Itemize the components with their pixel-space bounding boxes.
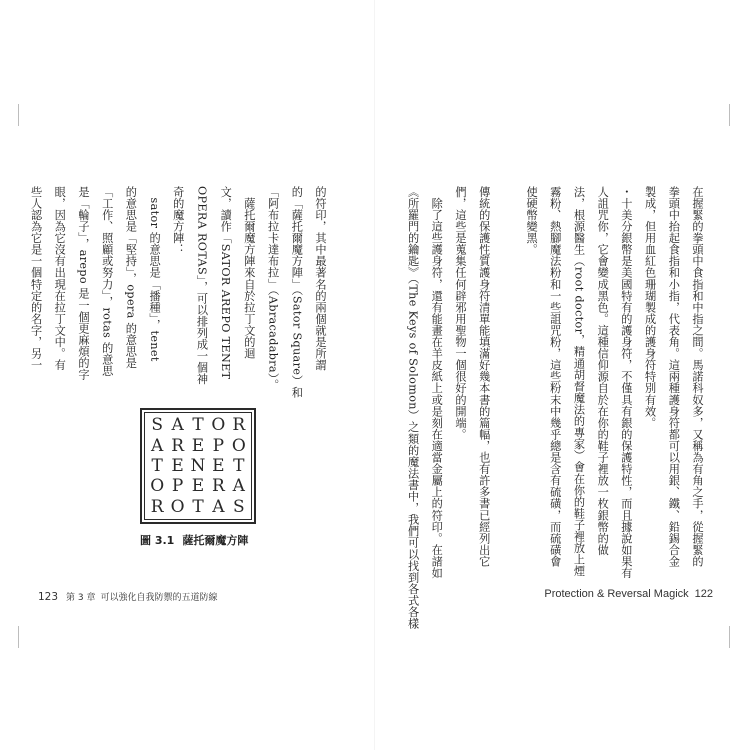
square-letter: T: [192, 496, 204, 517]
square-letter: R: [171, 435, 184, 456]
square-letter: R: [150, 496, 164, 517]
left-footer: [38, 590, 218, 603]
chapter-label: 第 3 章: [66, 593, 96, 603]
right-page: [375, 0, 750, 750]
square-letter: P: [212, 435, 225, 456]
square-letter: S: [232, 496, 245, 517]
square-letter: N: [190, 455, 206, 476]
square-letter: T: [233, 455, 245, 476]
figure-caption: [140, 532, 248, 548]
crop-mark: [18, 104, 19, 126]
square-letter: A: [171, 415, 184, 436]
square-letter: T: [151, 455, 163, 476]
right-body-text: 在握緊的拳頭中食指和中指之間。馬諾科奴多，又稱為有角之手，從握緊的 拳頭中抬起食指和小指，代表角。這兩種護身符都可以用銀、鐵、鉛錫合金 製成，但用血紅色珊瑚製成的護身符特別有效。 ・十美分銀幣是美國特有的護身符，不僅具有銀的保護特性，而且據說如果有 人詛咒你，它會變成黑色。這種信仰源自於在你的鞋子裡放一枚銀幣的做 法，根源醫生（root doctor，精通胡督魔法的專家）會在你的鞋子裡放上煙 霧粉、熱腳魔法粉和一些詛咒粉，這些粉末中幾乎總是含有硫磺，而硫磺會 使硬幣變黑。 傳統的保護性質護身符清單能填滿好幾本書的篇幅，也有許多書已經列出它 們，這些是蒐集任何辟邪用聖物一個很好的開端。 除了這些護身符，還有能畫在羊皮紙上或是刻在適當金屬上的符印。在諸如 《所羅門的鑰匙》（The Keys of Solomon）之類的魔法書中，我們可以找到各式各樣: [406, 186, 704, 630]
crop-mark: [729, 104, 730, 126]
square-letter: S: [151, 415, 164, 436]
square-letter: A: [212, 496, 225, 517]
square-letter: O: [150, 476, 165, 497]
square-letter: E: [212, 455, 225, 476]
page-number: 123: [38, 591, 59, 603]
crop-mark: [729, 626, 730, 648]
book-title: Protection & Reversal Magick: [544, 588, 689, 600]
crop-mark: [18, 626, 19, 648]
square-letter: E: [191, 435, 205, 456]
square-letter: T: [192, 415, 204, 436]
figure-number: 圖 3.1: [140, 534, 175, 547]
square-letter: P: [171, 476, 184, 497]
square-letter: E: [171, 455, 184, 476]
left-body-text: 的符印，其中最著名的兩個就是所謂 的「薩托爾魔方陣」（Sator Square）和 「阿布拉卡達布拉」（Abracadabra）。 薩托爾魔方陣來自於拉丁文的迴 文，讀作「SATOR AREPO TENET OPERA ROTAS」，可以排列成一個神 奇的魔方陣： sator 的意思是「播種」，tenet 的意思是「堅持」，opera 的意思是 「工作、照顧或努力」，rotas 的意思 是「輪子」，arepo 是一個更麻煩的字 眼，因為它沒有出現在拉丁文中。有 些人認為它是一個特定的名字，另一: [29, 186, 327, 399]
square-letter: O: [211, 415, 226, 436]
right-footer: [544, 588, 713, 600]
square-letter: E: [191, 476, 205, 497]
square-letter: A: [151, 435, 164, 456]
sator-square: [140, 408, 256, 524]
square-letter: R: [232, 415, 246, 436]
square-letter: A: [232, 476, 245, 497]
square-letter: O: [231, 435, 246, 456]
chapter-title: 可以強化自我防禦的五道防線: [100, 593, 218, 603]
figure-title: 薩托爾魔方陣: [182, 534, 249, 547]
square-letter: R: [211, 476, 225, 497]
square-letter: O: [170, 496, 185, 517]
page-number: 122: [694, 588, 713, 600]
